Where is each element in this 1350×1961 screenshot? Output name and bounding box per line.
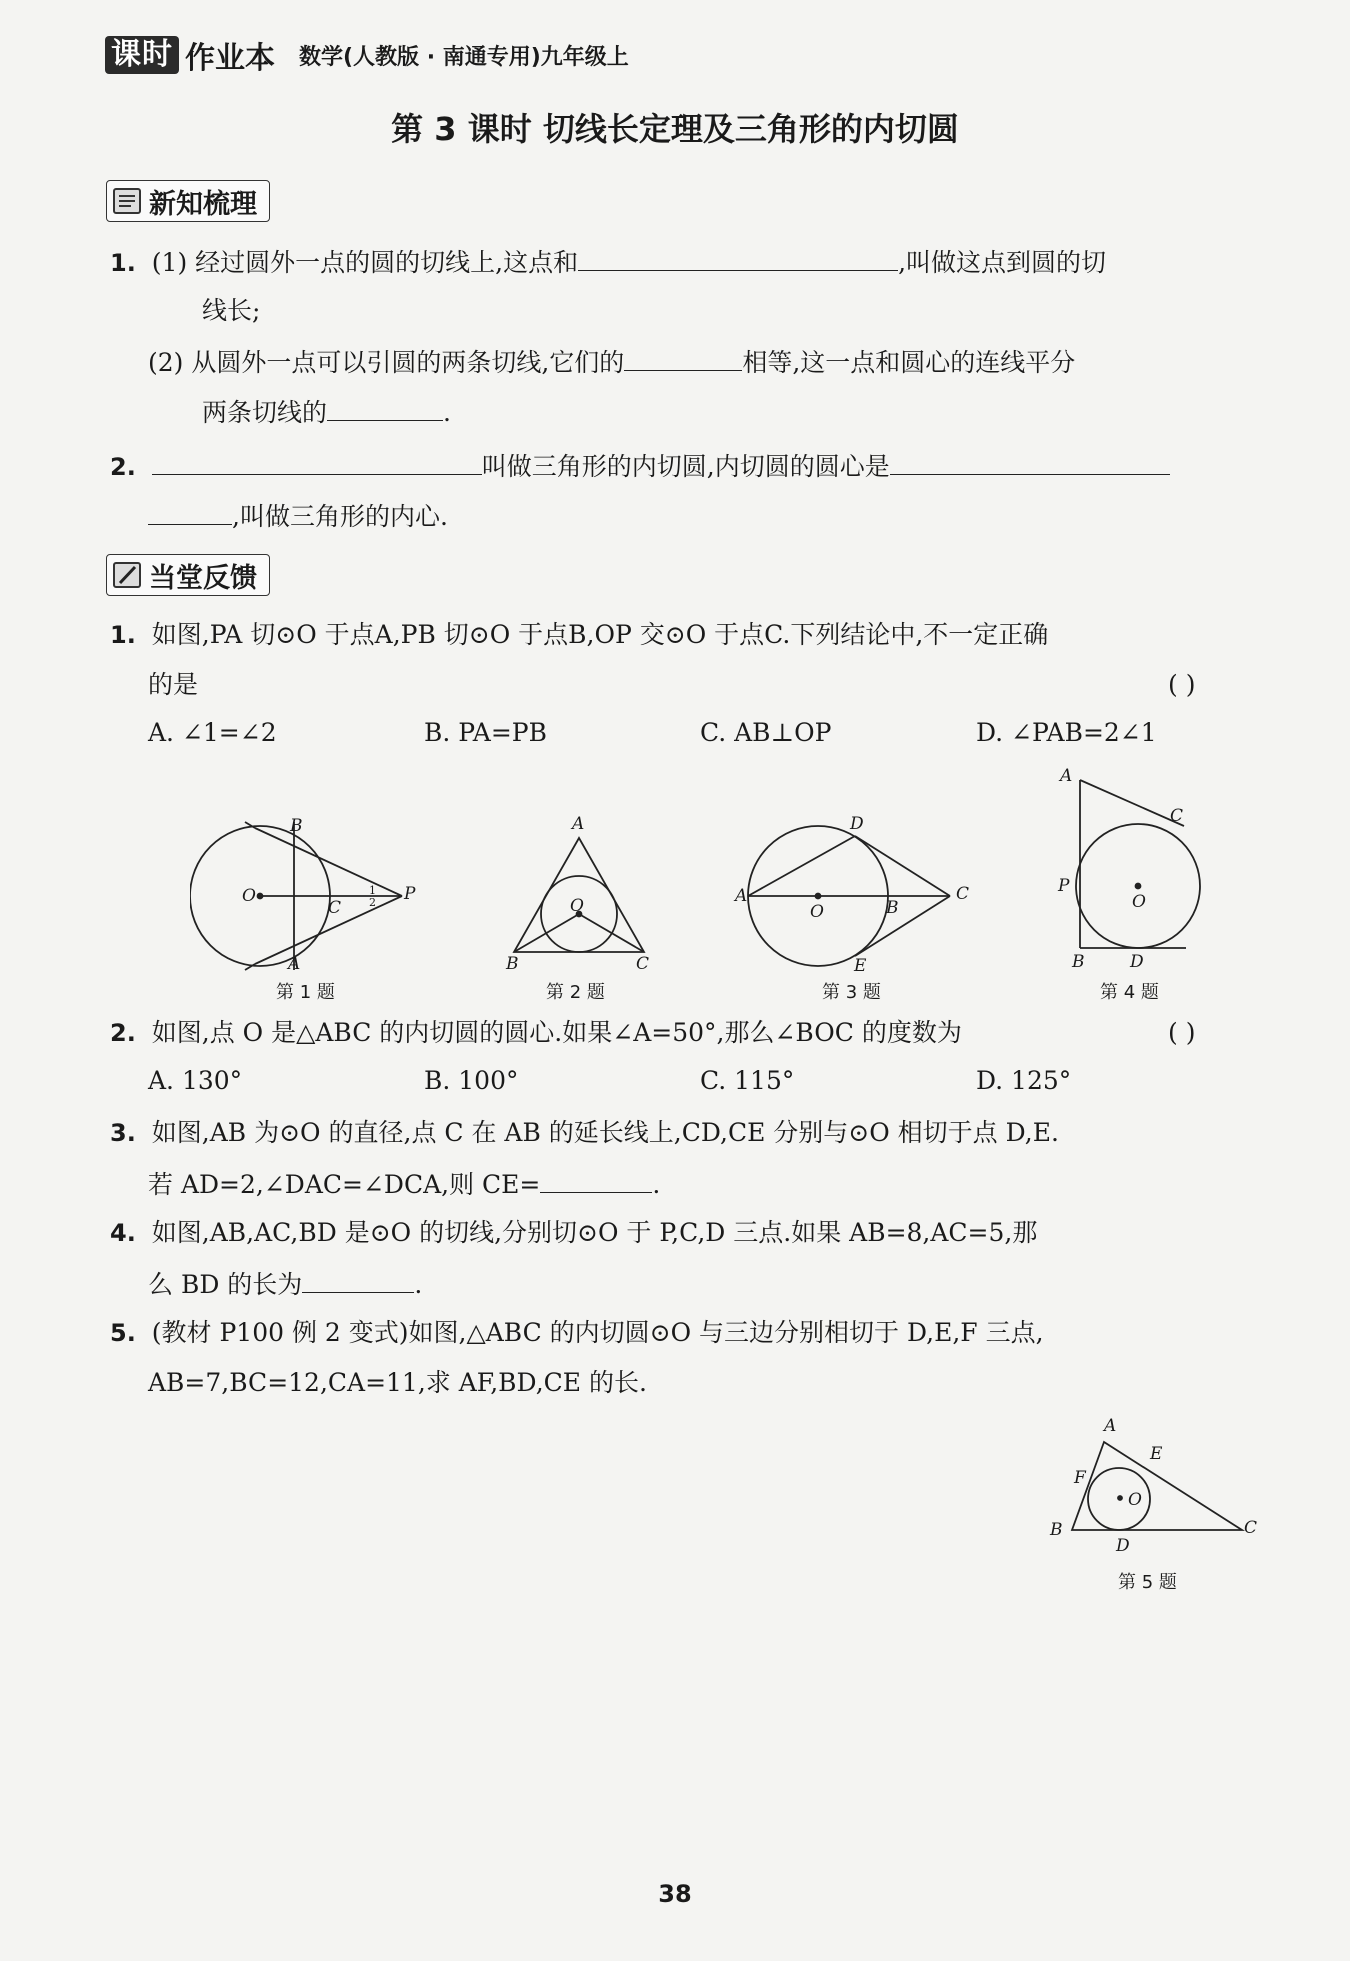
review-q1-line1 [110, 244, 1106, 280]
fig1-label-angle2: 2 [369, 896, 376, 909]
section-feedback-label: 当堂反馈 [149, 562, 257, 594]
fig1-caption: 第 1 题 [276, 982, 335, 1003]
feedback-q1-option-b: B. PA=PB [424, 718, 547, 747]
fig1-label-c: C [328, 898, 342, 918]
feedback-q2-number: 2. [110, 1019, 136, 1047]
feedback-q5-line1 [110, 1316, 1044, 1350]
review-q1-text-b4: . [443, 398, 451, 427]
fig3-label-d: D [850, 814, 864, 834]
fig4-label-b: B [1072, 952, 1085, 972]
feedback-q2-answer-paren[interactable]: ( ) [1168, 1018, 1196, 1047]
review-q2-text-a2: ,叫做三角形的内心. [232, 502, 448, 531]
fig5-label-o: O [1128, 1490, 1142, 1510]
fig5-label-f: F [1074, 1468, 1086, 1488]
fig3-caption: 第 3 题 [822, 982, 881, 1003]
feedback-q3-line2 [148, 1166, 660, 1202]
fig3-label-o: O [810, 902, 824, 922]
review-q1-text-a3: 线长; [202, 296, 261, 325]
feedback-q4-line1 [110, 1216, 1037, 1250]
fig5-label-b: B [1050, 1520, 1063, 1540]
review-q1-number: 1. [110, 249, 136, 277]
fig3-label-e: E [854, 956, 867, 976]
feedback-q5-text2: AB=7,BC=12,CA=11,求 AF,BD,CE 的长. [148, 1368, 647, 1397]
feedback-q1-option-c: C. AB⊥OP [700, 718, 832, 747]
feedback-q2-option-d: D. 125° [976, 1066, 1072, 1095]
section-review-label: 新知梳理 [149, 188, 257, 220]
review-q1-line2 [148, 344, 1075, 380]
brand-logo: 课时 [105, 36, 179, 74]
feedback-q3-line1 [110, 1116, 1059, 1150]
feedback-q4-number: 4. [110, 1219, 136, 1247]
fig1-label-angle1: 1 [369, 884, 376, 897]
feedback-q3-text2b: . [652, 1170, 661, 1199]
feedback-q1-option-a: A. ∠1=∠2 [148, 718, 277, 747]
fig5-label-d: D [1116, 1536, 1130, 1556]
brand-name: 作业本 [185, 41, 275, 76]
review-q2-blank3[interactable] [148, 498, 232, 525]
section-review-tag [106, 180, 270, 222]
fig2-label-b: B [506, 954, 519, 974]
fig1-label-b: B [290, 816, 303, 836]
feedback-q4-text2a: 么 BD 的长为 [148, 1270, 303, 1299]
page-title: 第 3 课时 切线长定理及三角形的内切圆 [391, 110, 959, 148]
feedback-q5-number: 5. [110, 1319, 136, 1347]
feedback-q4-line2 [148, 1266, 422, 1302]
review-q1-blank1[interactable] [578, 244, 898, 271]
fig1-label-o: O [242, 886, 256, 906]
review-q1-blank2[interactable] [624, 344, 742, 371]
fig4-caption: 第 4 题 [1100, 982, 1159, 1003]
feedback-q4-text1: 如图,AB,AC,BD 是⊙O 的切线,分别切⊙O 于 P,C,D 三点.如果 AB=8,AC=5,那 [151, 1218, 1038, 1247]
fig3-label-a: A [735, 886, 748, 906]
feedback-q1-text1: 如图,PA 切⊙O 于点A,PB 切⊙O 于点B,OP 交⊙O 于点C.下列结论中,不一定正确 [151, 620, 1049, 649]
feedback-q1-text2: 的是 [148, 670, 199, 699]
feedback-q1-option-d: D. ∠PAB=2∠1 [976, 718, 1157, 747]
fig5-caption: 第 5 题 [1118, 1572, 1177, 1593]
page-number: 38 [658, 1880, 692, 1908]
fig2-label-a: A [572, 814, 585, 834]
review-q2-line2 [148, 498, 448, 534]
feedback-q3-text2a: 若 AD=2,∠DAC=∠DCA,则 CE= [148, 1170, 541, 1199]
feedback-q4-text2b: . [414, 1270, 423, 1299]
fig4-label-c: C [1170, 806, 1184, 826]
fig3-label-b: B [886, 898, 899, 918]
feedback-q3-number: 3. [110, 1119, 136, 1147]
feedback-q1-answer-paren[interactable]: ( ) [1168, 670, 1196, 699]
figure-3 [740, 814, 970, 974]
fig2-label-c: C [636, 954, 650, 974]
feedback-q2-option-a: A. 130° [148, 1066, 243, 1095]
fig2-label-o: O [570, 896, 584, 916]
feedback-q5-text1: (教材 P100 例 2 变式)如图,△ABC 的内切圆⊙O 与三边分别相切于 D,E,F 三点, [151, 1318, 1044, 1347]
fig4-label-a: A [1060, 766, 1073, 786]
review-q1-line3 [202, 394, 451, 430]
review-q1-blank3[interactable] [327, 394, 443, 421]
fig1-label-a: A [288, 954, 301, 974]
fig2-caption: 第 2 题 [546, 982, 605, 1003]
review-q2-number: 2. [110, 453, 136, 481]
fig4-label-o: O [1132, 892, 1146, 912]
feedback-q1-line1 [110, 618, 1048, 652]
subject-label: 数学(人教版 · 南通专用)九年级上 [299, 44, 629, 70]
pencil-icon [111, 558, 143, 592]
figure-4 [1060, 770, 1220, 960]
fig5-label-c: C [1244, 1518, 1258, 1538]
review-q2-blank2[interactable] [890, 448, 1170, 475]
feedback-q2-option-c: C. 115° [700, 1066, 795, 1095]
feedback-q3-blank[interactable] [540, 1166, 652, 1193]
review-q1-text-a1: (1) 经过圆外一点的圆的切线上,这点和 [151, 248, 579, 277]
review-q2-line1 [110, 448, 1170, 484]
review-q1-text-b3: 两条切线的 [202, 398, 328, 427]
feedback-q4-blank[interactable] [302, 1266, 414, 1293]
fig4-label-p: P [1058, 876, 1070, 896]
feedback-q2-text1: 如图,点 O 是△ABC 的内切圆的圆心.如果∠A=50°,那么∠BOC 的度数为 [151, 1018, 962, 1047]
figure-1 [190, 810, 430, 980]
review-q1-text-b2: 相等,这一点和圆心的连线平分 [742, 348, 1076, 377]
fig5-label-a: A [1104, 1416, 1117, 1436]
fig4-label-d: D [1130, 952, 1144, 972]
figure-2 [500, 820, 660, 970]
review-q1-text-b1: (2) 从圆外一点可以引圆的两条切线,它们的 [148, 348, 625, 377]
review-q2-text-a1: 叫做三角形的内切圆,内切圆的圆心是 [481, 452, 890, 481]
feedback-q2-option-b: B. 100° [424, 1066, 519, 1095]
fig1-label-p: P [404, 884, 416, 904]
fig3-label-c: C [956, 884, 970, 904]
feedback-q3-text1: 如图,AB 为⊙O 的直径,点 C 在 AB 的延长线上,CD,CE 分别与⊙O 相切于点 D,E. [151, 1118, 1059, 1147]
feedback-q2-line1 [110, 1016, 962, 1050]
fig5-label-e: E [1150, 1444, 1163, 1464]
book-icon [111, 184, 143, 218]
section-feedback-tag [106, 554, 270, 596]
review-q2-blank1[interactable] [152, 448, 482, 475]
feedback-q1-number: 1. [110, 621, 136, 649]
header-brand [105, 36, 629, 74]
review-q1-text-a2: ,叫做这点到圆的切 [898, 248, 1107, 277]
